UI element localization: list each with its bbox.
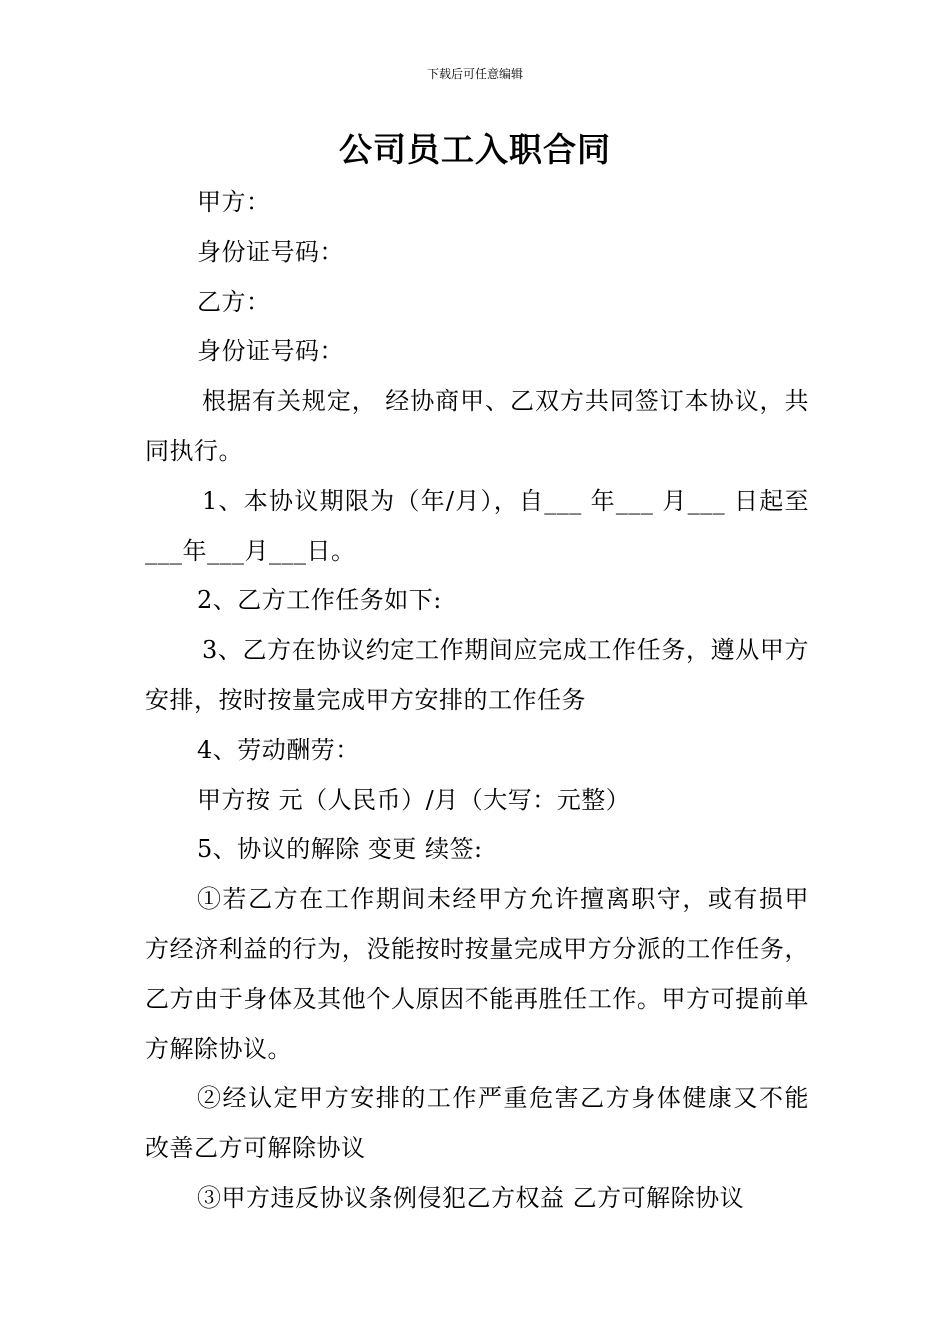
clause-4-pay: 4、劳动酬劳： bbox=[197, 735, 360, 764]
intro-paragraph: 根据有关规定， 经协商甲、乙双方共同签订本协议，共同执行。 bbox=[145, 387, 809, 465]
termination-item-2: ②经认定甲方安排的工作严重危害乙方身体健康又不能改善乙方可解除协议 bbox=[145, 1084, 809, 1163]
termination-item-3: ③甲方违反协议条例侵犯乙方权益 乙方可解除协议 bbox=[197, 1183, 745, 1212]
clause-2-tasks: 2、乙方工作任务如下: bbox=[197, 586, 442, 615]
document-body bbox=[145, 178, 809, 1224]
clause-5-termination: 5、协议的解除 变更 续签: bbox=[197, 835, 483, 864]
pay-amount-line: 甲方按 元（人民币）/月（大写：元整） bbox=[197, 785, 631, 814]
party-b-id-line: 身份证号码： bbox=[197, 337, 344, 366]
document-title: 公司员工入职合同 bbox=[339, 130, 611, 169]
termination-item-1: ①若乙方在工作期间未经甲方允许擅离职守，或有损甲方经济利益的行为，没能按时按量完成甲方分派的工作任务，乙方由于身体及其他个人原因不能再胜任工作。甲方可提前单方解除协议。 bbox=[145, 885, 809, 1063]
clause-3-duties: 3、乙方在协议约定工作期间应完成工作任务，遵从甲方安排，按时按量完成甲方安排的工作任务 bbox=[145, 636, 809, 714]
party-a-line: 甲方： bbox=[197, 188, 271, 216]
clause-1-term: 1、本协议期限为（年/月），自___ 年___ 月___ 日起至___年___月___日。 bbox=[145, 486, 809, 565]
party-a-id-line: 身份证号码： bbox=[197, 237, 344, 266]
header-note: 下载后可任意编辑 bbox=[426, 67, 523, 81]
party-b-line: 乙方： bbox=[197, 287, 271, 316]
